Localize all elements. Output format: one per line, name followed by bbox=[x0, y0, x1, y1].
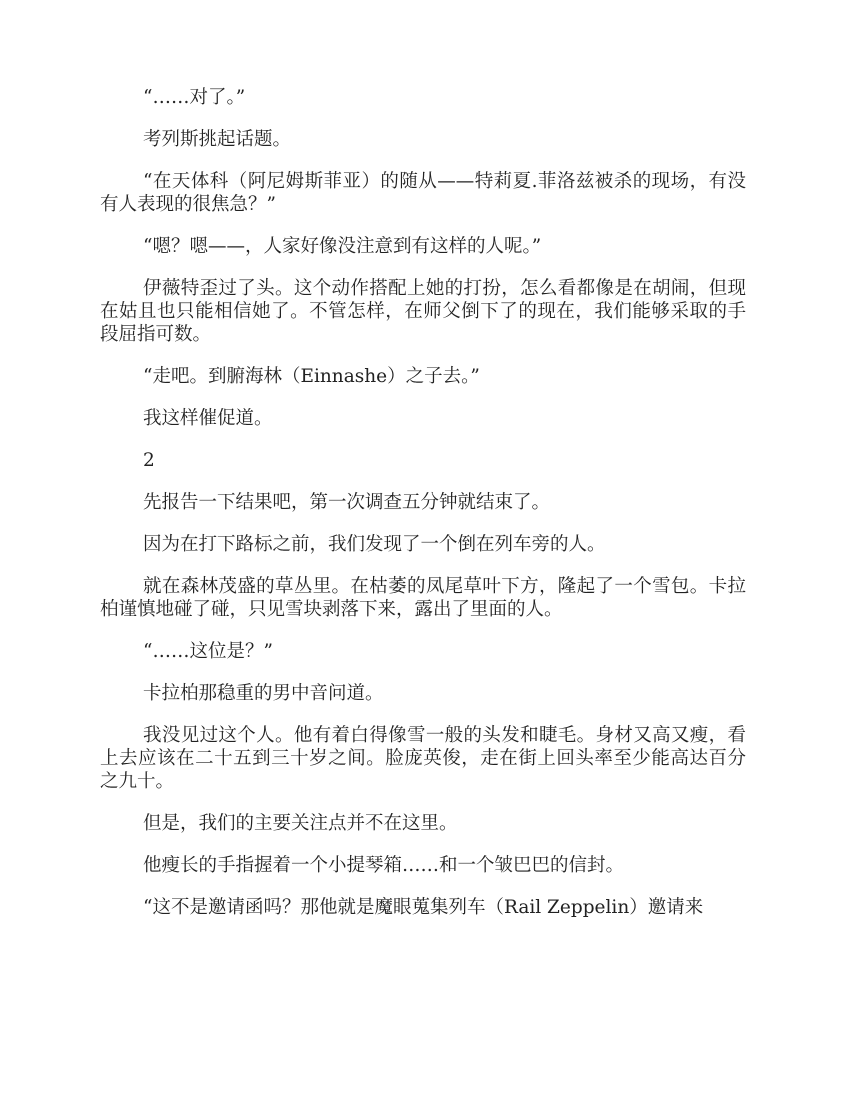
paragraph: 伊薇特歪过了头。这个动作搭配上她的打扮，怎么看都像是在胡闹，但现在姑且也只能相信她了。不管怎样，在师父倒下了的现在，我们能够采取的手段屈指可数。 bbox=[100, 278, 746, 345]
paragraph: 因为在打下路标之前，我们发现了一个倒在列车旁的人。 bbox=[143, 534, 606, 555]
paragraph: 就在森林茂盛的草丛里。在枯萎的凤尾草叶下方，隆起了一个雪包。卡拉柏谨慎地碰了碰，只见雪块剥落下来，露出了里面的人。 bbox=[100, 576, 746, 620]
paragraph: “走吧。到腑海林（Einnashe）之子去。” bbox=[143, 366, 480, 387]
paragraph: “这不是邀请函吗？那他就是魔眼蒐集列车（Rail Zeppelin）邀请来 bbox=[143, 897, 704, 918]
paragraph: 卡拉柏那稳重的男中音问道。 bbox=[143, 683, 384, 704]
paragraph: “……对了。” bbox=[143, 87, 246, 108]
paragraph: “嗯？嗯——，人家好像没注意到有这样的人呢。” bbox=[143, 236, 542, 257]
paragraph: “在天体科（阿尼姆斯菲亚）的随从——特莉夏.菲洛兹被杀的现场，有没有人表现的很焦急？” bbox=[100, 171, 746, 215]
paragraph: 考列斯挑起话题。 bbox=[143, 129, 292, 150]
paragraph: 我这样催促道。 bbox=[143, 408, 273, 429]
paragraph: 我没见过这个人。他有着白得像雪一般的头发和睫毛。身材又高又瘦，看上去应该在二十五到三十岁之间。脸庞英俊，走在街上回头率至少能高达百分之九十。 bbox=[100, 725, 746, 792]
paragraph: 但是，我们的主要关注点并不在这里。 bbox=[143, 813, 458, 834]
document-body bbox=[100, 86, 746, 938]
paragraph: 他瘦长的手指握着一个小提琴箱……和一个皱巴巴的信封。 bbox=[143, 855, 625, 876]
paragraph: “……这位是？” bbox=[143, 641, 273, 662]
section-number: 2 bbox=[143, 450, 155, 471]
paragraph: 先报告一下结果吧，第一次调查五分钟就结束了。 bbox=[143, 492, 551, 513]
